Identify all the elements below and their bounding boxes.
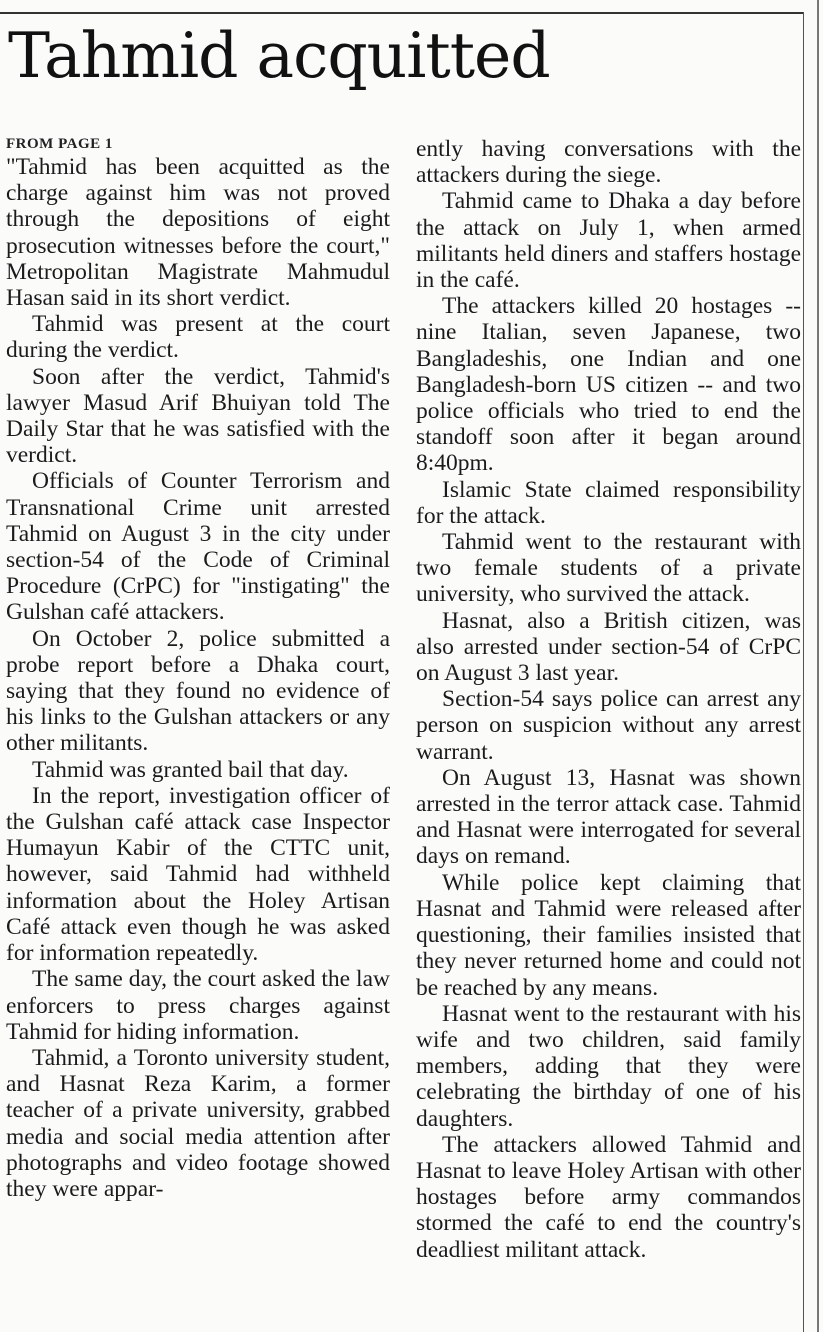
paragraph: "Tahmid has been acquitted as the charge against him was not proved through the depositions of eight prosecution witnesses before the court," Metropolitan Magistrate Mahmudul Hasan said in its short verdict. <box>6 154 390 312</box>
headline: Tahmid acquitted <box>8 19 550 92</box>
paragraph: The attackers allowed Tahmid and Hasnat to leave Holey Artisan with other hostages before army commandos stormed the café to end the country's deadliest militant attack. <box>416 1131 801 1263</box>
top-rule <box>0 12 803 14</box>
paragraph: On August 13, Hasnat was shown arrested in the terror attack case. Tahmid and Hasnat were interrogated for several days on remand. <box>416 764 801 870</box>
kicker: FROM PAGE 1 <box>6 136 113 152</box>
right-column <box>416 136 801 1263</box>
paragraph: Hasnat went to the restaurant with his wife and two children, said family members, adding that they were celebrating the birthday of one of his daughters. <box>416 1000 801 1132</box>
paragraph: The same day, the court asked the law enforcers to press charges against Tahmid for hiding information. <box>6 966 390 1045</box>
paragraph: On October 2, police submitted a probe report before a Dhaka court, saying that they found no evidence of his links to the Gulshan attackers or any other militants. <box>6 625 390 757</box>
paragraph: Tahmid came to Dhaka a day before the attack on July 1, when armed militants held diners and staffers hostage in the café. <box>416 188 801 294</box>
paragraph: Officials of Counter Terrorism and Transnational Crime unit arrested Tahmid on August 3 in the city under section-54 of the Code of Criminal Procedure (CrPC) for "instigating" the Gulshan café attackers. <box>6 468 390 626</box>
paragraph: Tahmid was present at the court during the verdict. <box>6 311 390 364</box>
column-rule <box>803 12 804 1332</box>
paragraph: The attackers killed 20 hostages -- nine Italian, seven Japanese, two Bangladeshis, one Indian and one Bangladesh-born US citizen -- and two police officials who tried to end the standoff soon after it began around 8:40pm. <box>416 293 801 477</box>
paragraph: Tahmid was granted bail that day. <box>32 756 349 783</box>
paragraph: Section-54 says police can arrest any person on suspicion without any arrest warrant. <box>416 686 801 765</box>
paragraph: While police kept claiming that Hasnat and Tahmid were released after questioning, their families insisted that they never returned home and could not be reached by any means. <box>416 869 801 1001</box>
paragraph: Islamic State claimed responsibility for the attack. <box>416 476 801 529</box>
page-edge-rule <box>817 0 819 1332</box>
paragraph: Hasnat, also a British citizen, was also arrested under section-54 of CrPC on August 3 last year. <box>416 607 801 687</box>
paragraph: Soon after the verdict, Tahmid's lawyer Masud Arif Bhuiyan told The Daily Star that he was satisfied with the verdict. <box>6 363 390 469</box>
paragraph-continuation: ently having conversations with the attackers during the siege. <box>416 136 801 189</box>
paragraph: Tahmid, a Toronto university student, and Hasnat Reza Karim, a former teacher of a private university, grabbed media and social media attention after photographs and video footage showed they were appar- <box>6 1044 390 1202</box>
left-column <box>6 134 390 1202</box>
paragraph: In the report, investigation officer of the Gulshan café attack case Inspector Humayun Kabir of the CTTC unit, however, said Tahmid had withheld information about the Holey Artisan Café attack even though he was asked for information repeatedly. <box>6 782 390 967</box>
paragraph: Tahmid went to the restaurant with two female students of a private university, who survived the attack. <box>416 529 801 608</box>
